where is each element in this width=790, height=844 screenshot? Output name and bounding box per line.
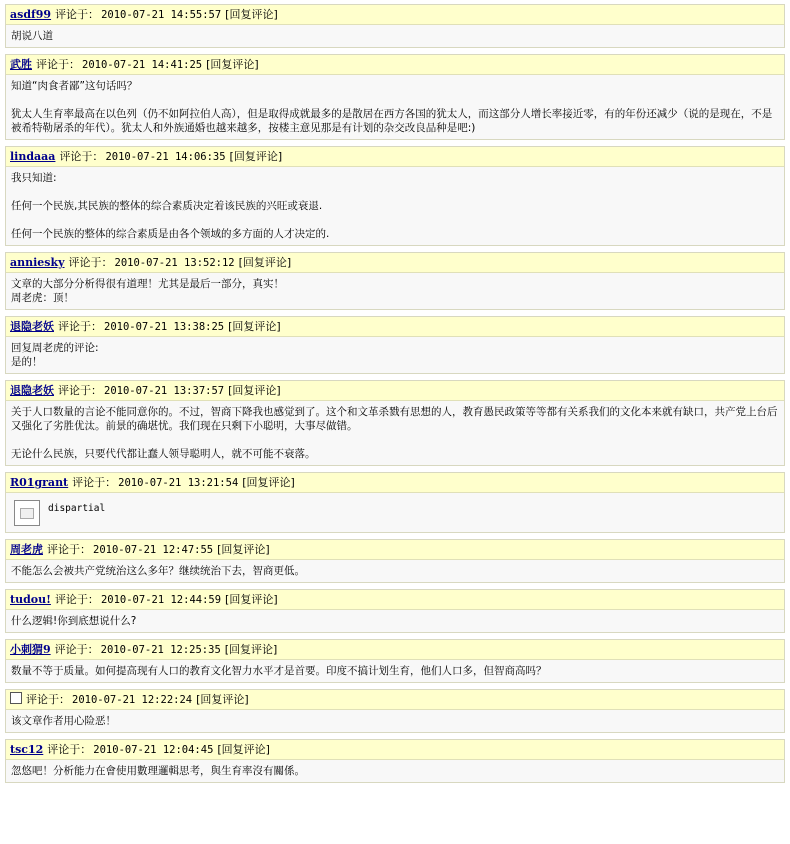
comment-body [6,273,784,309]
author-link[interactable]: asdf99 [10,8,52,21]
comment-header [6,590,784,610]
comment-paragraph: 胡说八道 [11,30,53,42]
comment-label: 评论于： [58,384,102,397]
comment-body [6,167,784,245]
comment-header [6,317,784,337]
author-link[interactable]: 退隐老妖 [10,384,54,397]
comment-time: 2010-07-21 13:52:12 [114,257,235,269]
reply-link[interactable]: [回复评论] [206,58,259,71]
comment-body [6,560,784,582]
comment-body [6,25,784,47]
comment-label: 评论于： [59,150,104,163]
author-placeholder-icon [10,692,22,704]
comment-paragraph: 关于人口数量的言论不能同意你的。不过，智商下降我也感觉到了。这个和文革杀戮有思想的人，教育愚民政策等等都有关系我们的文化本来就有缺口，共产党上台后又强化了劣胜优汰。前景的确堪忧。我们现在只剩下小聪明，大事尽做错。 [11,406,778,432]
comment-paragraph: 知道“肉食者鄙”这句话吗？ [11,80,138,92]
image-caption: dispartial [48,503,106,514]
comment [5,689,785,733]
author-link[interactable]: 退隐老妖 [10,320,54,333]
comment-time: 2010-07-21 14:41:25 [82,59,203,71]
reply-link[interactable]: [回复评论] [225,593,278,606]
comment-body [6,75,784,139]
comment-paragraph: 我只知道: [11,172,57,184]
comment-header [6,473,784,493]
comment-label: 评论于： [68,256,113,269]
comment [5,380,785,466]
comment-paragraph: 任何一个民族,其民族的整体的综合素质决定着该民族的兴旺或衰退. [11,200,323,212]
author-link[interactable]: 武胜 [10,58,32,71]
comment-label: 评论于： [26,693,70,706]
comment-label: 评论于： [36,58,80,71]
comment-label: 评论于： [58,320,102,333]
comment-time: 2010-07-21 13:38:25 [104,321,225,333]
comment [5,472,785,533]
author-link[interactable]: R01grant [10,476,69,489]
comment-header [6,540,784,560]
comment-header [6,690,784,710]
comment-body [6,760,784,782]
reply-link[interactable]: [回复评论] [242,476,295,489]
comment-time: 2010-07-21 13:21:54 [118,477,239,489]
comment [5,4,785,48]
reply-link[interactable]: [回复评论] [228,384,281,397]
image-attachment [11,497,779,528]
comment-body [6,493,784,532]
comment-body [6,337,784,373]
reply-link[interactable]: [回复评论] [238,256,292,269]
comment-header [6,147,784,167]
comment-body [6,710,784,732]
author-link[interactable]: lindaaa [10,150,56,163]
comment-header [6,253,784,273]
comment-header [6,55,784,75]
comment-line: 回复周老虎的评论: [11,342,99,354]
comment-body [6,660,784,682]
comment-line: 文章的大部分分析得很有道理！尤其是最后一部分，真实！ [11,278,284,290]
comment-body [6,401,784,465]
broken-image-icon [14,500,40,526]
comment [5,589,785,633]
comment-time: 2010-07-21 12:47:55 [93,544,214,556]
comment-time: 2010-07-21 14:06:35 [105,151,226,163]
reply-link[interactable]: [回复评论] [228,320,281,333]
comment-time: 2010-07-21 12:22:24 [72,694,193,706]
comment-paragraph: 该文章作者用心险恶！ [11,715,116,727]
comment-paragraph: 犹太人生育率最高在以色列（仍不如阿拉伯人高），但是取得成就最多的是散居在西方各国的犹太人，而这部分人增长率接近零，有的年份还减少（说的是现在，不是被希特勒屠杀的年代）。犹太人和外族通婚也越来越多，按楼主意见那是有计划的杂交改良品种是吧:) [11,108,773,134]
comment [5,316,785,374]
reply-link[interactable]: [回复评论] [225,8,278,21]
comment-paragraph: 什么逻辑!你到底想说什么? [11,615,137,627]
comment-header [6,5,784,25]
comment-paragraph: 无论什么民族，只要代代都让蠢人领导聪明人，就不可能不衰落。 [11,448,316,460]
comment-time: 2010-07-21 14:55:57 [101,9,222,21]
comment [5,539,785,583]
comment-label: 评论于： [72,476,117,489]
reply-link[interactable]: [回复评论] [229,150,283,163]
comment-label: 评论于： [55,8,100,21]
author-link[interactable]: tudou! [10,593,51,606]
author-link[interactable]: 小刺猬9 [10,643,51,656]
author-link[interactable]: 周老虎 [10,543,43,556]
comment-label: 评论于： [47,543,91,556]
comment [5,54,785,140]
comment [5,739,785,783]
comment-label: 评论于： [47,743,92,756]
comment-paragraph: 任何一个民族的整体的综合素质是由各个领域的多方面的人才决定的. [11,228,330,240]
comment [5,146,785,246]
reply-link[interactable]: [回复评论] [224,643,278,656]
reply-link[interactable]: [回复评论] [217,743,270,756]
comment-header [6,381,784,401]
comment-line: 是的！ [11,356,43,368]
comment-label: 评论于： [54,643,99,656]
reply-link[interactable]: [回复评论] [217,543,270,556]
comment-time: 2010-07-21 12:44:59 [100,594,222,606]
comment-paragraph: 不能怎么会被共产党统治这么多年？继续统治下去，智商更低。 [11,565,305,577]
author-link[interactable]: anniesky [10,256,65,269]
comment-label: 评论于： [54,593,99,606]
comment-header [6,640,784,660]
comment [5,639,785,683]
author-link[interactable]: tsc12 [10,743,44,756]
comment-body [6,610,784,632]
comment-header [6,740,784,760]
comment-paragraph: 数量不等于质量。如何提高现有人口的教育文化智力水平才是首要。印度不搞计划生育，他们人口多，但智商高吗？ [11,665,547,677]
comment-time: 2010-07-21 12:25:35 [100,644,221,656]
comment-time: 2010-07-21 13:37:57 [104,385,225,397]
comment-paragraph: 忽悠吧！分析能力在會使用數理邏輯思考，與生育率沒有關係。 [11,765,305,777]
reply-link[interactable]: [回复评论] [196,693,249,706]
comment-time: 2010-07-21 12:04:45 [93,744,214,756]
comment [5,252,785,310]
comment-line: 周老虎：顶！ [11,292,74,304]
